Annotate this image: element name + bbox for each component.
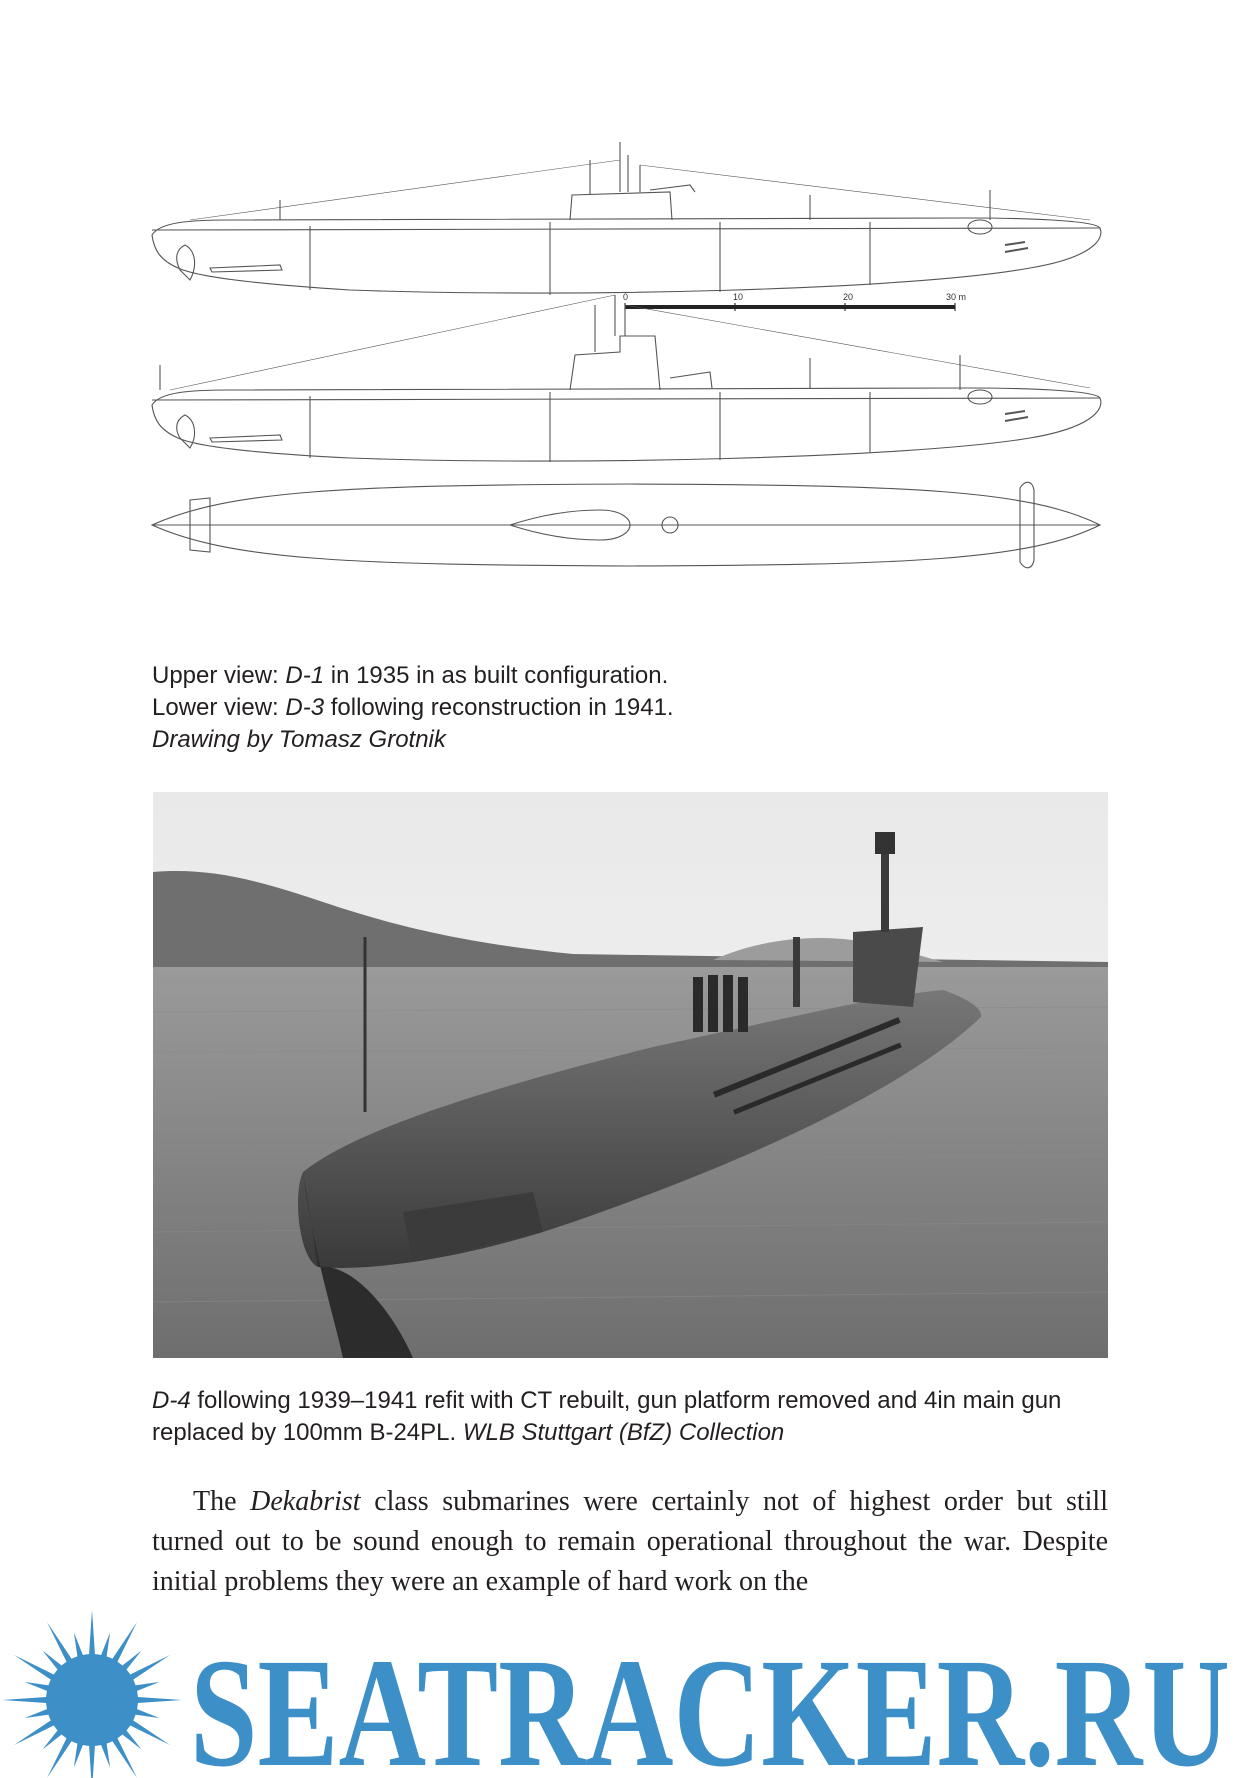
profile-d1-1935 (152, 142, 1101, 295)
sun-logo-icon (2, 1610, 182, 1778)
caption-text: Upper view: (152, 662, 286, 689)
profile-d3-1941 (152, 295, 1101, 462)
sun-ray (74, 1632, 84, 1658)
credit-text: WLB Stuttgart (BfZ) Collection (462, 1419, 785, 1446)
sun-ray (121, 1651, 142, 1672)
scale-tick-0: 0 (623, 292, 629, 302)
sun-ray (24, 1708, 50, 1718)
drawing-caption (152, 660, 1052, 756)
caption-text: following 1939–1941 refit with CT rebuilt, gun platform removed and 4in main gun replaced by 100mm B-24PL. (152, 1387, 1062, 1446)
caption-text: Lower view: (152, 694, 286, 721)
sun-ray (134, 1708, 160, 1718)
body-paragraph (152, 1482, 1108, 1602)
scale-bar (625, 303, 955, 311)
sun-ray (24, 1682, 50, 1692)
paragraph-text: class submarines were certainly not of highest order but still turned out to be sound enough to remain operational throughout the war. Despite initial problems they were an example of hard work on the (152, 1486, 1108, 1597)
paragraph-text: The (193, 1486, 251, 1517)
sub-name: D-3 (285, 694, 325, 721)
sun-ray (43, 1729, 64, 1750)
scale-tick-10: 10 (733, 292, 744, 302)
submarine-line-drawings (150, 140, 1110, 640)
seatracker-watermark (0, 1590, 1257, 1778)
watermark-text: SEATRACKER.RU (190, 1626, 1230, 1778)
credit-text: Drawing by Tomasz Grotnik (152, 726, 446, 753)
sun-ray (89, 1610, 95, 1656)
caption-credit (152, 724, 1052, 756)
sun-ray (74, 1742, 84, 1768)
sun-ray (136, 1697, 182, 1703)
sun-ray (100, 1742, 110, 1768)
sun-ray (89, 1744, 95, 1778)
caption-line-upper (152, 660, 1052, 692)
caption-text: following reconstruction in 1941. (324, 694, 674, 721)
scale-tick-20: 20 (843, 292, 854, 302)
caption-line-lower (152, 692, 1052, 724)
scale-tick-30m: 30 m (946, 292, 967, 302)
sun-ray (134, 1682, 160, 1692)
caption-text: in 1935 in as built configuration. (324, 662, 669, 689)
sub-name: D-4 (152, 1387, 191, 1414)
sun-ray (2, 1697, 48, 1703)
plan-view (152, 482, 1100, 568)
class-name: Dekabrist (250, 1486, 361, 1517)
sun-ray (43, 1651, 64, 1672)
sun-ray (100, 1632, 110, 1658)
submarine-photograph (153, 792, 1108, 1358)
photo-caption (152, 1385, 1112, 1449)
sub-name: D-1 (285, 662, 325, 689)
sun-ray (121, 1729, 142, 1750)
